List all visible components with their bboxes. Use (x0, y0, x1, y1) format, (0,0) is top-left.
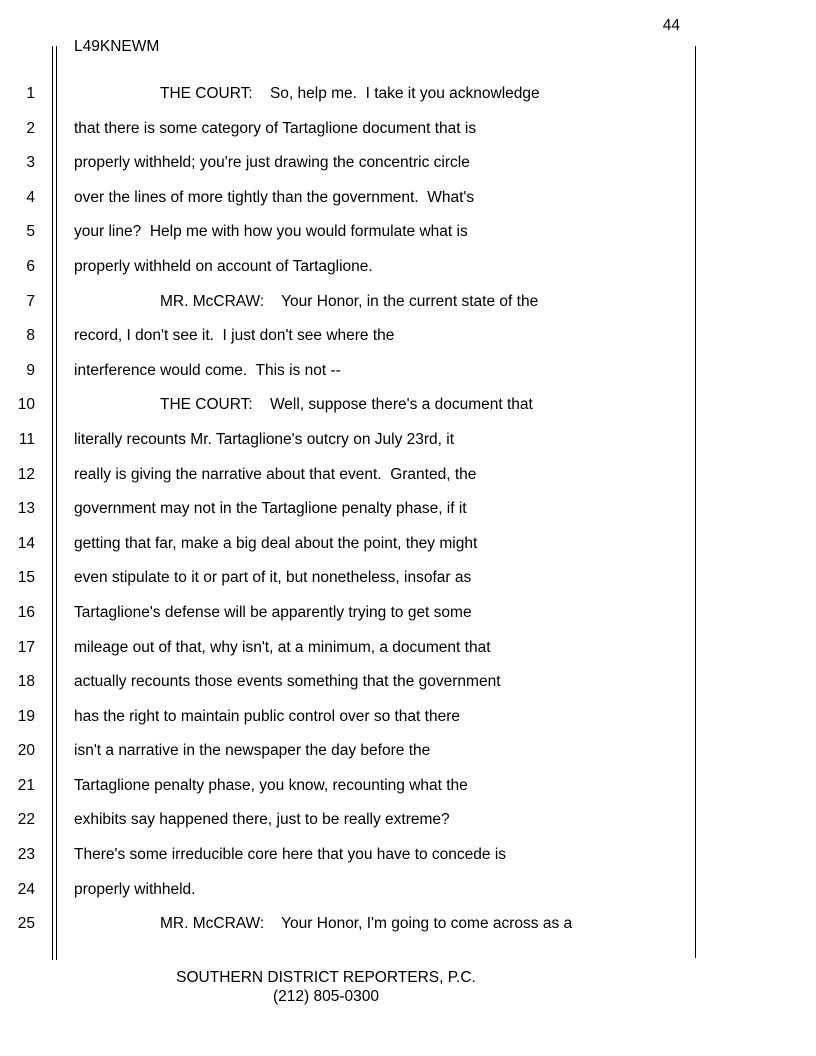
line-text: There's some irreducible core here that you have to concede is (74, 846, 507, 864)
line-text: MR. McCRAW: Your Honor, I'm going to come across as a (160, 915, 573, 933)
line-number: 3 (26, 154, 35, 172)
line-text: your line? Help me with how you would formulate what is (74, 223, 468, 241)
transcript-line (0, 672, 816, 707)
line-text: MR. McCRAW: Your Honor, in the current state of the (160, 292, 539, 310)
line-text: THE COURT: Well, suppose there's a document that (160, 396, 533, 414)
transcript-line (0, 603, 816, 638)
line-number: 20 (17, 742, 35, 760)
line-text: actually recounts those events something that the government (74, 673, 501, 691)
line-text: properly withheld on account of Tartaglione. (74, 257, 373, 275)
line-number: 12 (17, 465, 35, 483)
line-number: 25 (17, 915, 35, 933)
page-footer (166, 968, 486, 1006)
line-text: interference would come. This is not -- (74, 361, 341, 379)
line-text: literally recounts Mr. Tartaglione's outcry on July 23rd, it (74, 430, 455, 448)
line-text: really is giving the narrative about that event. Granted, the (74, 465, 477, 483)
transcript-line (0, 914, 816, 949)
line-text: Tartaglione penalty phase, you know, recounting what the (74, 776, 468, 794)
transcript-line (0, 430, 816, 465)
line-number: 7 (26, 292, 35, 310)
line-number: 18 (17, 673, 35, 691)
line-text: getting that far, make a big deal about the point, they might (74, 534, 478, 552)
line-number: 14 (17, 534, 35, 552)
transcript-line (0, 257, 816, 292)
transcript-line (0, 465, 816, 500)
footer-phone: (212) 805-0300 (273, 988, 379, 1005)
line-text: over the lines of more tightly than the government. What's (74, 188, 475, 206)
line-number: 15 (17, 569, 35, 587)
transcript-line (0, 810, 816, 845)
line-number: 13 (17, 500, 35, 518)
line-text: has the right to maintain public control over so that there (74, 707, 460, 725)
line-text: properly withheld. (74, 880, 196, 898)
line-text: properly withheld; you're just drawing the concentric circle (74, 154, 470, 172)
line-number: 4 (26, 188, 35, 206)
footer-reporter: SOUTHERN DISTRICT REPORTERS, P.C. (176, 969, 476, 986)
transcript-line (0, 880, 816, 915)
transcript-line (0, 707, 816, 742)
line-number: 23 (17, 846, 35, 864)
transcript-line (0, 292, 816, 327)
line-text: even stipulate to it or part of it, but nonetheless, insofar as (74, 569, 472, 587)
line-number: 24 (17, 880, 35, 898)
transcript-line (0, 119, 816, 154)
line-number: 1 (26, 85, 35, 102)
line-text: exhibits say happened there, just to be really extreme? (74, 811, 450, 829)
line-text: mileage out of that, why isn't, at a minimum, a document that (74, 638, 491, 656)
line-number: 11 (18, 430, 35, 448)
line-number: 19 (17, 707, 35, 725)
line-number: 16 (17, 603, 35, 621)
transcript-line (0, 361, 816, 396)
line-text: isn't a narrative in the newspaper the day before the (74, 742, 431, 760)
line-number: 5 (26, 223, 35, 241)
header-code: L49KNEWM (74, 38, 160, 55)
transcript-line (0, 326, 816, 361)
line-text: record, I don't see it. I just don't see where the (74, 327, 395, 345)
line-number: 8 (26, 327, 35, 345)
line-number: 17 (17, 638, 35, 656)
line-number: 10 (17, 396, 35, 414)
line-number: 22 (17, 811, 35, 829)
line-number: 21 (17, 776, 35, 794)
transcript-line (0, 534, 816, 569)
transcript-line (0, 395, 816, 430)
page-number: 44 (662, 17, 680, 34)
line-text: THE COURT: So, help me. I take it you acknowledge (160, 85, 540, 102)
transcript-line (0, 568, 816, 603)
line-text: that there is some category of Tartaglione document that is (74, 119, 477, 137)
line-number: 6 (26, 257, 35, 275)
line-text: Tartaglione's defense will be apparently trying to get some (74, 603, 472, 621)
transcript-line (0, 638, 816, 673)
line-number: 2 (26, 119, 35, 137)
transcript-lines (0, 84, 816, 949)
transcript-line (0, 222, 816, 257)
transcript-line (0, 776, 816, 811)
transcript-line (0, 153, 816, 188)
transcript-line (0, 741, 816, 776)
transcript-line (0, 188, 816, 223)
transcript-line (0, 845, 816, 880)
transcript-line (0, 499, 816, 534)
transcript-line (0, 84, 816, 119)
line-text: government may not in the Tartaglione penalty phase, if it (74, 500, 467, 518)
line-number: 9 (26, 361, 35, 379)
